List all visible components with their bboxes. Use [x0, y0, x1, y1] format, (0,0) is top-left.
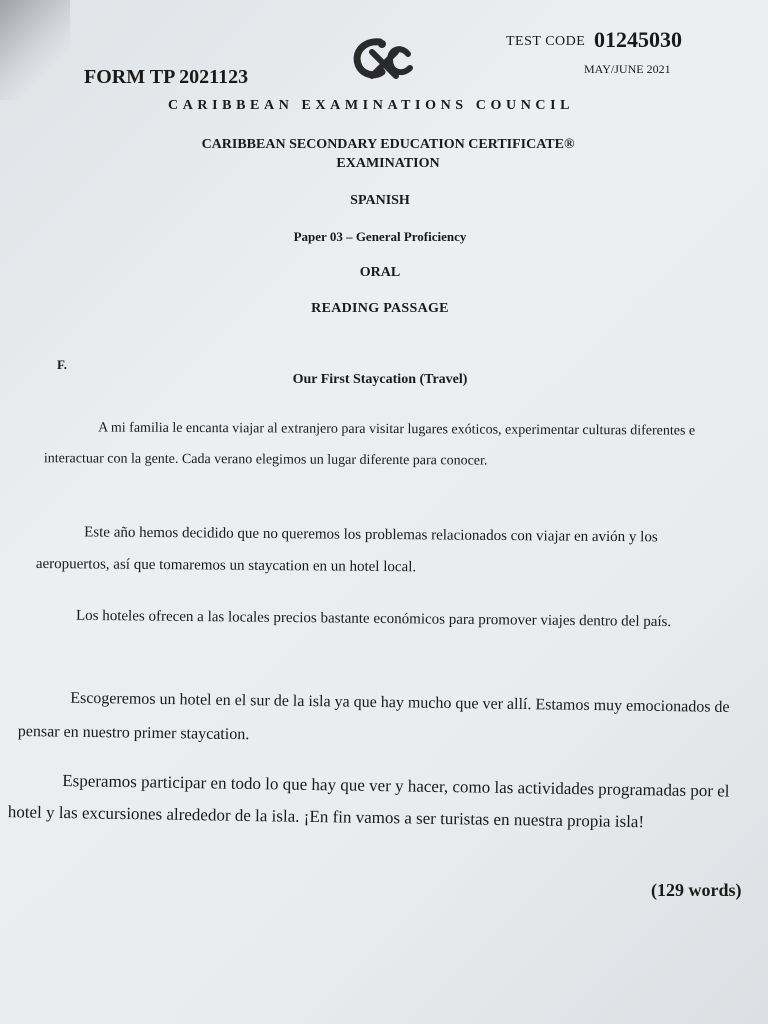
test-code-value: 01245030: [594, 27, 682, 52]
council-name: CARIBBEAN EXAMINATIONS COUNCIL: [168, 98, 575, 113]
paragraph-text: Este año hemos decidido que no queremos los problemas relacionados con viajar en avión y los aeropuertos, así que tomaremos un staycation en un hotel local.: [35, 524, 658, 576]
passage-paragraph: [44, 412, 720, 478]
paragraph-text: Esperamos participar en todo lo que hay que ver y hacer, como las actividades programadas por el hotel y las excursiones alrededor de la isla. ¡En fin vamos a ser turistas en nuestra propia isla!: [7, 771, 730, 832]
test-code-label: TEST CODE: [506, 34, 586, 49]
paragraph-text: Escogeremos un hotel en el sur de la isla ya que hay mucho que ver allí. Estamos muy emocionados de pensar en nuestro primer staycation.: [17, 689, 730, 744]
passage-paragraph: [28, 599, 734, 639]
paragraph-text: Los hoteles ofrecen a las locales precios bastante económicos para promover viajes dentro del país.: [75, 607, 672, 631]
section-heading: READING PASSAGE: [311, 301, 449, 316]
paper-heading: Paper 03 – General Proficiency: [293, 229, 467, 244]
mode-heading: ORAL: [359, 265, 401, 280]
passage-letter: F.: [57, 357, 67, 372]
passage-paragraph: [36, 516, 729, 586]
passage-title: Our First Staycation (Travel): [292, 372, 468, 387]
subject-heading: SPANISH: [350, 193, 410, 208]
certificate-title-line2: EXAMINATION: [336, 156, 440, 171]
page-corner-shadow: [0, 0, 70, 100]
cxc-logo-icon: [350, 36, 414, 86]
passage-paragraph: [8, 764, 749, 840]
certificate-title: CARIBBEAN SECONDARY EDUCATION CERTIFICATE®: [201, 137, 575, 152]
word-count: (129 words): [651, 880, 742, 900]
paragraph-text: A mi familia le encanta viajar al extranjero para visitar lugares exóticos, experimentar culturas diferentes e interactuar con la gente. Cada verano elegimos un lugar diferente para conocer.: [43, 420, 696, 469]
passage-paragraph: [18, 681, 739, 759]
form-id: FORM TP 2021123: [84, 66, 249, 88]
exam-session: MAY/JUNE 2021: [584, 62, 671, 76]
